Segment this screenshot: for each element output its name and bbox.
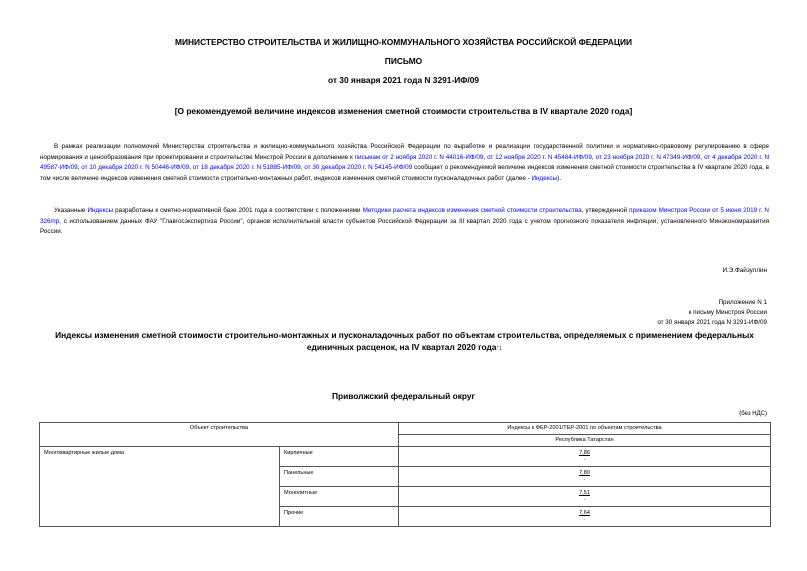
- ministry-name: МИНИСТЕРСТВО СТРОИТЕЛЬСТВА И ЖИЛИЩНО-КОММУНАЛЬНОГО ХОЗЯЙСТВА РОССИЙСКОЙ ФЕДЕРАЦИИ: [175, 37, 632, 47]
- paragraph-1-text: ).: [557, 174, 562, 182]
- separator: ,: [77, 164, 82, 172]
- footnote-marker[interactable]: *1: [496, 345, 503, 352]
- paragraph-2-text: Указанные: [54, 207, 88, 214]
- letter-link-7[interactable]: от 30 декабря 2020 г. N 54145-ИФ/09: [304, 164, 413, 172]
- document-subject: [О рекомендуемой величине индексов изменения сметной стоимости строительства в IV квартале 2020 года]: [174, 106, 633, 116]
- federal-district: Приволжский федеральный округ: [331, 391, 476, 401]
- index-extra: -: [583, 477, 586, 483]
- building-type: Прочие: [280, 507, 399, 527]
- paragraph-2-text: разработаны к сметно-нормативной базе 2001 года в соответствии с положениями: [113, 207, 363, 214]
- document-date-number: от 30 января 2021 года N 3291-ИФ/09: [327, 75, 480, 85]
- header-indexes: Индексы к ФЕР-2001/ТЕР-2001 по объектам строительства: [399, 423, 771, 435]
- indexes-link[interactable]: Индексы: [531, 174, 558, 182]
- paragraph-2-text: , утвержденной: [581, 207, 630, 214]
- appendix-date: от 30 января 2021 года N 3291-ИФ/09: [657, 319, 767, 326]
- header-region: Республика Татарстан: [399, 435, 771, 447]
- paragraph-2: [40, 206, 769, 238]
- index-value-link[interactable]: 7,51: [579, 490, 590, 496]
- separator: ,: [300, 164, 305, 172]
- building-type: Кирпичные: [280, 447, 399, 467]
- index-extra: -: [583, 517, 586, 523]
- separator: ,: [483, 153, 488, 161]
- table-row: [40, 447, 771, 467]
- vat-note: (без НДС): [739, 411, 767, 417]
- index-value-cell: [399, 447, 771, 467]
- index-table: [39, 422, 771, 527]
- appendix-header: [527, 298, 767, 328]
- document-type: ПИСЬМО: [384, 56, 423, 66]
- signature: И.Э.Файзуллин: [722, 267, 767, 274]
- appendix-ref: к письму Минстроя России: [688, 309, 767, 316]
- index-value-link[interactable]: 7,80: [579, 470, 590, 476]
- index-value-cell: [399, 487, 771, 507]
- category-cell: Многоквартирные жилые дома: [40, 447, 280, 527]
- separator: ,: [189, 164, 193, 172]
- separator: ,: [591, 153, 596, 161]
- indexes-link[interactable]: Индексы: [87, 207, 114, 214]
- methodology-link[interactable]: Методики расчета индексов изменения сметной стоимости строительства: [362, 207, 582, 214]
- index-value-link[interactable]: 7,64: [579, 510, 590, 516]
- paragraph-1-text: В рамках реализации полномочий Министерства строительства и жилищно-коммунального хозяйства Российской Федерации по выработке и реализации государственной политики и нормативно-правовому регулированию в сфере нормирования и ценообразования при проектировании и строительстве Минстрой России в дополнение к: [40, 143, 769, 161]
- letter-link-6[interactable]: от 18 декабря 2020 г. N 51885-ИФ/09: [192, 164, 301, 172]
- letter-link-1[interactable]: письмам от 2 ноября 2020 г. N 44016-ИФ/09: [354, 153, 484, 161]
- building-type: Монолитные: [280, 487, 399, 507]
- index-value-cell: [399, 467, 771, 487]
- letter-link-4[interactable]: от 4 декабря 2020 г. N 49587-ИФ/09: [40, 153, 770, 172]
- header-object: Объект строительства: [40, 423, 399, 447]
- index-extra: -: [583, 497, 586, 503]
- paragraph-1: [40, 142, 769, 184]
- paragraph-2-text: , с использованием данных ФАУ "Главгосэкспертиза России", органов исполнительной власти субъектов Российской Федерации за III квартал 2020 года с учетом прогнозного показателя инфляции, установленного Минэкономразвития России.: [40, 217, 769, 236]
- appendix-number: Приложение N 1: [718, 299, 767, 306]
- letter-link-2[interactable]: от 12 ноября 2020 г. N 45484-ИФ/09: [487, 153, 592, 161]
- letter-link-3[interactable]: от 23 ноября 2020 г. N 47349-ИФ/09: [595, 153, 701, 161]
- building-type: Панельные: [280, 467, 399, 487]
- order-link[interactable]: приказом Минстроя России от 5 июня 2019 г. N 326/пр: [40, 207, 769, 225]
- appendix-title-text: Индексы изменения сметной стоимости строительно-монтажных и пусконаладочных работ по объектам строительства, определяемых с применением федеральных единичных расценок, на IV квартал 2020 года: [55, 330, 754, 352]
- paragraph-1-text: сообщает о рекомендуемой величине индексов изменения сметной стоимости строительства в IV квартале 2020 года, в том числе величине индексов изменения сметной стоимости строительно-монтажных работ, индексов изменения сметной стоимости пусконаладочных работ (далее -: [40, 164, 770, 182]
- separator: ,: [700, 153, 705, 161]
- index-extra: -: [583, 457, 586, 463]
- appendix-title: [40, 330, 769, 355]
- index-value-cell: [399, 507, 771, 527]
- letter-link-5[interactable]: от 10 декабря 2020 г. N 50446-ИФ/09: [81, 164, 190, 172]
- index-value-link[interactable]: 7,86: [579, 450, 590, 456]
